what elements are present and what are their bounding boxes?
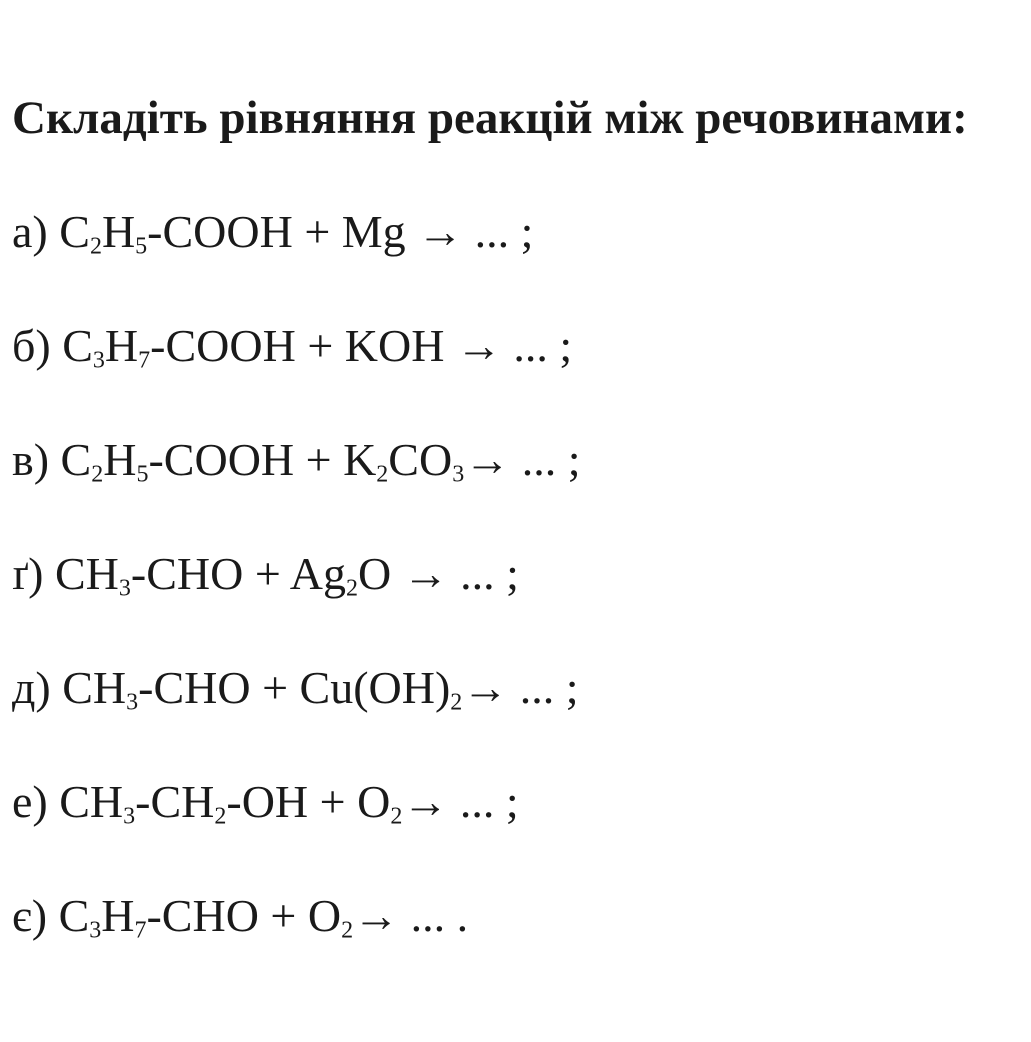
reaction-equation [47,206,534,260]
formula-text: H [101,890,135,941]
subscript: 3 [92,347,105,374]
formula-text: CH [50,662,127,713]
subscript: 2 [91,461,104,488]
subscript: 3 [89,917,102,944]
reaction-e [12,772,519,832]
reaction-label: е) [12,776,48,827]
formula-text: → ... ; [464,434,581,485]
reaction-a [12,202,533,262]
subscript: 2 [345,575,358,602]
reaction-label: ґ) [12,548,44,599]
formula-text: H [103,434,137,485]
formula-text: → ... . [353,890,469,941]
reaction-equation [50,662,579,716]
reaction-equation [47,776,519,830]
subscript: 2 [390,803,403,830]
formula-text: -COOH + K [148,434,377,485]
reaction-b [12,316,572,376]
formula-text: -COOH + Mg → ... ; [147,206,534,257]
reaction-equation [49,434,581,488]
formula-text: C [47,890,90,941]
reaction-equation [43,548,519,602]
reaction-d [12,658,579,718]
reaction-equation [47,890,469,944]
subscript: 5 [135,233,148,260]
formula-text: H [104,320,139,371]
subscript: 2 [214,803,227,830]
task-heading: Складіть рівняння реакцій між речовинами: [12,92,968,144]
formula-text: -CH [135,776,215,827]
formula-text: H [101,206,136,257]
formula-text: O → ... ; [357,548,519,599]
subscript: 2 [89,233,102,260]
formula-text: C [47,206,90,257]
formula-text: C [49,434,92,485]
subscript: 3 [126,689,139,716]
reaction-equation [50,320,573,374]
subscript: 7 [138,347,151,374]
subscript: 3 [452,461,465,488]
formula-text: → ... ; [462,662,579,713]
formula-text: CH [47,776,124,827]
formula-text: -CHO + O [146,890,342,941]
subscript: 2 [450,689,463,716]
reaction-label: є) [12,890,48,941]
subscript: 3 [123,803,136,830]
subscript: 7 [134,917,147,944]
formula-text: CH [43,548,119,599]
reaction-v [12,430,580,490]
formula-text: -COOH + KOH → ... ; [150,320,573,371]
reaction-label: а) [12,206,48,257]
formula-text: -CHO + Cu(OH) [138,662,451,713]
formula-text: -OH + O [226,776,391,827]
subscript: 2 [341,917,354,944]
formula-text: → ... ; [402,776,519,827]
formula-text: C [50,320,93,371]
reaction-label: б) [12,320,51,371]
formula-text: CO [388,434,453,485]
formula-text: -CHO + Ag [130,548,346,599]
subscript: 5 [136,461,149,488]
reaction-label: д) [12,662,51,713]
reaction-ye [12,886,468,946]
reaction-g [12,544,519,604]
subscript: 3 [118,575,131,602]
reaction-label: в) [12,434,50,485]
subscript: 2 [376,461,389,488]
